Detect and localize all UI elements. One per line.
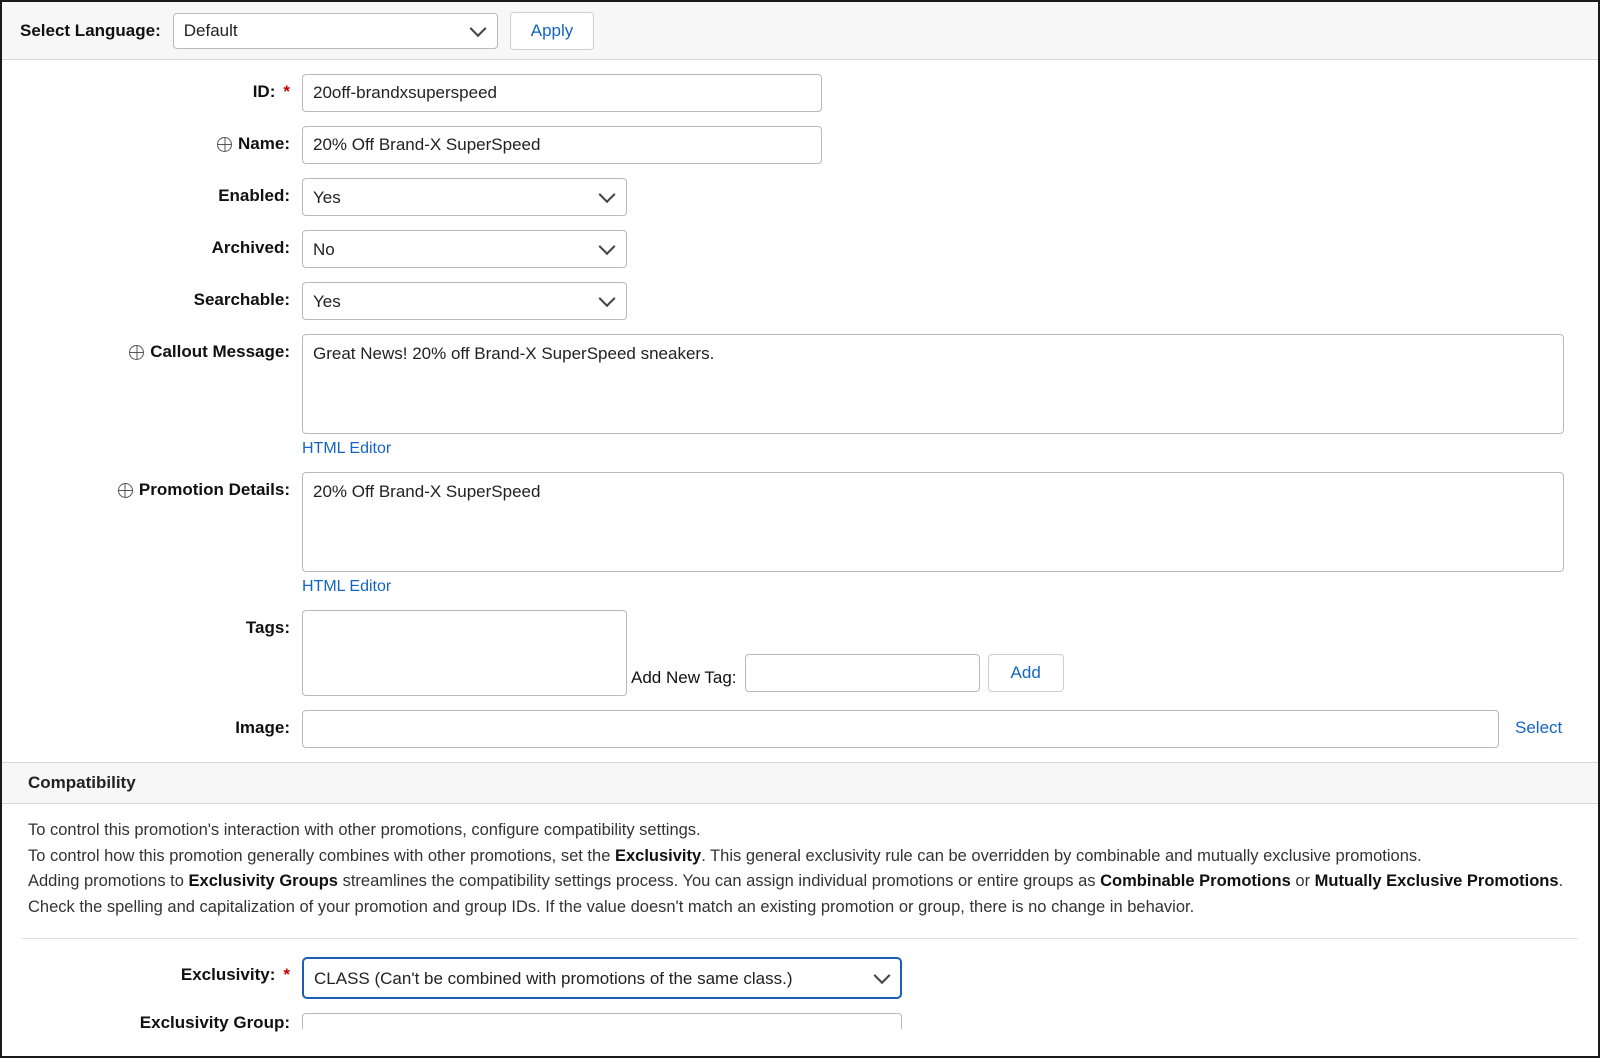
- compatibility-paragraph-2: [28, 844, 1572, 870]
- compat-p2-c: . This general exclusivity rule can be overridden by combinable and mutually exclusive promotions.: [701, 846, 1422, 865]
- language-bar: [2, 2, 1598, 60]
- id-label: [2, 74, 302, 102]
- row-exclusivity: [2, 957, 1598, 999]
- image-label-text: Image:: [235, 718, 290, 737]
- archived-label: [2, 230, 302, 258]
- required-marker-exclusivity: *: [283, 965, 290, 985]
- row-name: [2, 126, 1598, 164]
- compatibility-description: [2, 804, 1598, 930]
- language-select-wrap: [173, 13, 498, 49]
- globe-icon: [217, 137, 232, 152]
- add-tag-button[interactable]: Add: [988, 654, 1064, 692]
- row-exclusivity-group: [2, 1013, 1598, 1033]
- compat-p2-b: Exclusivity: [614, 846, 702, 865]
- searchable-select[interactable]: [302, 282, 627, 320]
- exclusivity-label-text: Exclusivity:: [180, 965, 276, 985]
- globe-icon: [118, 483, 133, 498]
- archived-select[interactable]: [302, 230, 627, 268]
- callout-html-editor-link[interactable]: HTML Editor: [302, 440, 392, 457]
- exclusivity-group-input[interactable]: [302, 1013, 902, 1029]
- compatibility-section-heading: Compatibility: [2, 762, 1598, 804]
- image-label: [2, 710, 302, 738]
- tags-row-inner: [302, 610, 1064, 696]
- apply-button[interactable]: Apply: [510, 12, 595, 50]
- exclusivity-select-wrap: [302, 957, 902, 999]
- select-language-label: Select Language:: [20, 20, 161, 40]
- add-new-tag-label: Add New Tag:: [631, 668, 737, 687]
- name-input[interactable]: [302, 126, 822, 164]
- promotion-details-label-text: Promotion Details:: [138, 480, 290, 499]
- row-id: [2, 74, 1598, 112]
- callout-message-textarea[interactable]: [302, 334, 1564, 434]
- compat-p3-a: Adding promotions to: [28, 872, 189, 891]
- add-new-tag-input[interactable]: [745, 654, 980, 692]
- enabled-label: [2, 178, 302, 206]
- exclusivity-group-label: Exclusivity Group:: [139, 1013, 290, 1033]
- row-callout-message: [2, 334, 1598, 458]
- archived-select-wrap: [302, 230, 627, 268]
- compat-p3-f: Mutually Exclusive Promotions: [1314, 872, 1559, 891]
- compatibility-divider: [22, 938, 1578, 939]
- tags-label-text: Tags:: [245, 618, 290, 637]
- exclusivity-select[interactable]: [302, 957, 902, 999]
- callout-message-field-col: [302, 334, 1564, 458]
- globe-icon: [129, 345, 144, 360]
- compat-p3-g: . Check the spelling and capitalization of your promotion and group IDs. If the value doesn't match an existing promotion or group, there is no change in behavior.: [28, 872, 1564, 916]
- tags-listbox[interactable]: [302, 610, 627, 696]
- callout-message-label-text: Callout Message:: [150, 342, 290, 361]
- compat-p2-a: To control how this promotion generally combines with other promotions, set the: [28, 846, 615, 865]
- row-tags: [2, 610, 1598, 696]
- tags-label: [2, 610, 302, 638]
- id-label-text: ID:: [252, 82, 276, 101]
- archived-label-text: Archived:: [211, 238, 290, 257]
- promotion-details-label: [2, 472, 302, 500]
- name-label-text: Name:: [238, 134, 290, 153]
- enabled-select[interactable]: [302, 178, 627, 216]
- promotion-form: [2, 60, 1598, 748]
- row-archived: [2, 230, 1598, 268]
- exclusivity-label: [2, 957, 302, 985]
- id-input[interactable]: [302, 74, 822, 112]
- searchable-select-wrap: [302, 282, 627, 320]
- searchable-label-text: Searchable:: [193, 290, 290, 309]
- image-select-link[interactable]: Select: [1515, 718, 1563, 737]
- compat-p3-e: or: [1290, 872, 1315, 891]
- row-searchable: [2, 282, 1598, 320]
- required-marker-id: *: [283, 82, 290, 101]
- row-promotion-details: [2, 472, 1598, 596]
- callout-message-label: [2, 334, 302, 362]
- compatibility-paragraph-3: [28, 869, 1572, 920]
- promotion-details-html-editor-link[interactable]: HTML Editor: [302, 578, 392, 595]
- id-field-col: [302, 74, 822, 112]
- name-field-col: [302, 126, 822, 164]
- compat-p3-c: streamlines the compatibility settings process. You can assign individual promotions or entire groups as: [337, 872, 1101, 891]
- compatibility-paragraph-1: To control this promotion's interaction with other promotions, configure compatibility settings.: [28, 821, 701, 839]
- language-select[interactable]: [173, 13, 498, 49]
- promotion-details-field-col: [302, 472, 1564, 596]
- image-input[interactable]: [302, 710, 1499, 748]
- promotion-details-textarea[interactable]: [302, 472, 1564, 572]
- row-enabled: [2, 178, 1598, 216]
- searchable-label: [2, 282, 302, 310]
- compat-p3-b: Exclusivity Groups: [188, 872, 338, 891]
- compat-p3-d: Combinable Promotions: [1100, 872, 1291, 891]
- enabled-select-wrap: [302, 178, 627, 216]
- enabled-label-text: Enabled:: [218, 186, 290, 205]
- row-image: [2, 710, 1598, 748]
- name-label: [2, 126, 302, 154]
